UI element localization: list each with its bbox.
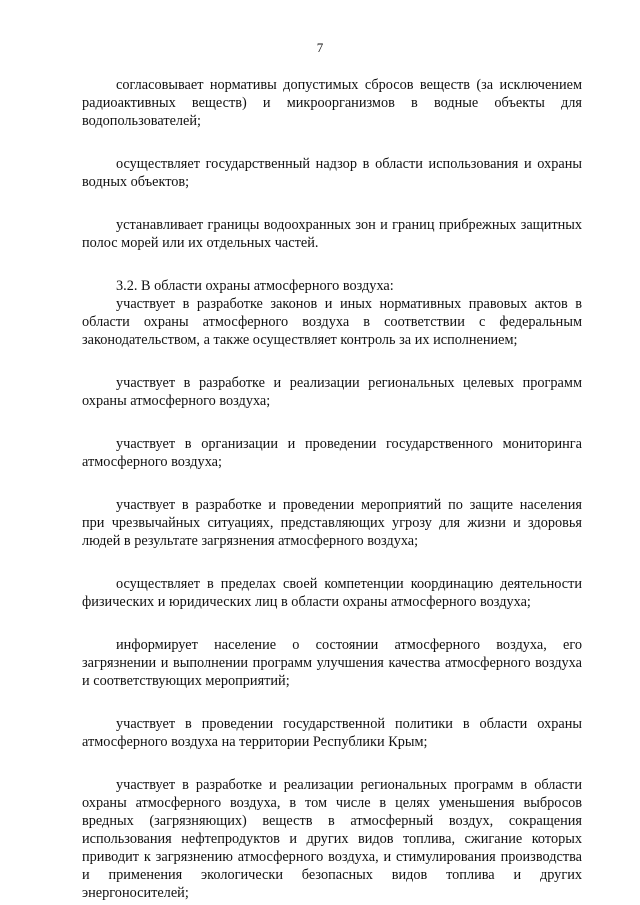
paragraph-granitsy: устанавливает границы водоохранных зон и границ прибрежных защитных полос морей или их отдельных частей. bbox=[82, 217, 582, 251]
section-item: участвует в разработке и реализации региональных программ в области охраны атмосферного воздуха, в том числе в целях уменьшения выбросов вредных (загрязняющих) веществ в атмосферный воздух, сокращения использования нефтепродуктов и других видов топлива, сжигание которых приводит к загрязнению атмосферного воздуха, и стимулирования производства и применения экологически безопасных видов топлива и других энергоносителей; bbox=[82, 777, 582, 901]
document-body bbox=[82, 76, 582, 902]
section-item: участвует в организации и проведении государственного мониторинга атмосферного воздуха; bbox=[82, 436, 582, 470]
section-item: информирует население о состоянии атмосферного воздуха, его загрязнении и выполнении программ улучшения качества атмосферного воздуха и соответствующих мероприятий; bbox=[82, 637, 582, 689]
section-item: участвует в проведении государственной политики в области охраны атмосферного воздуха на территории Республики Крым; bbox=[82, 716, 582, 750]
section-item: участвует в разработке и проведении мероприятий по защите населения при чрезвычайных ситуациях, представляющих угрозу для жизни и здоровья людей в результате загрязнения атмосферного воздуха; bbox=[82, 497, 582, 549]
section-item: участвует в разработке и реализации региональных целевых программ охраны атмосферного воздуха; bbox=[82, 375, 582, 409]
section-heading: 3.2. В области охраны атмосферного воздуха: bbox=[116, 278, 394, 294]
section-item: осуществляет в пределах своей компетенции координацию деятельности физических и юридических лиц в области охраны атмосферного воздуха; bbox=[82, 576, 582, 610]
paragraph-sbrosy: согласовывает нормативы допустимых сбросов веществ (за исключением радиоактивных веществ) и микроорганизмов в водные объекты для водопользователей; bbox=[82, 77, 582, 129]
section-item: участвует в разработке законов и иных нормативных правовых актов в области охраны атмосферного воздуха в соответствии с федеральным законодательством, а также осуществляет контроль за их исполнением; bbox=[82, 296, 582, 348]
paragraph-nadzor: осуществляет государственный надзор в области использования и охраны водных объектов; bbox=[82, 156, 582, 190]
page-number: 7 bbox=[316, 40, 324, 55]
